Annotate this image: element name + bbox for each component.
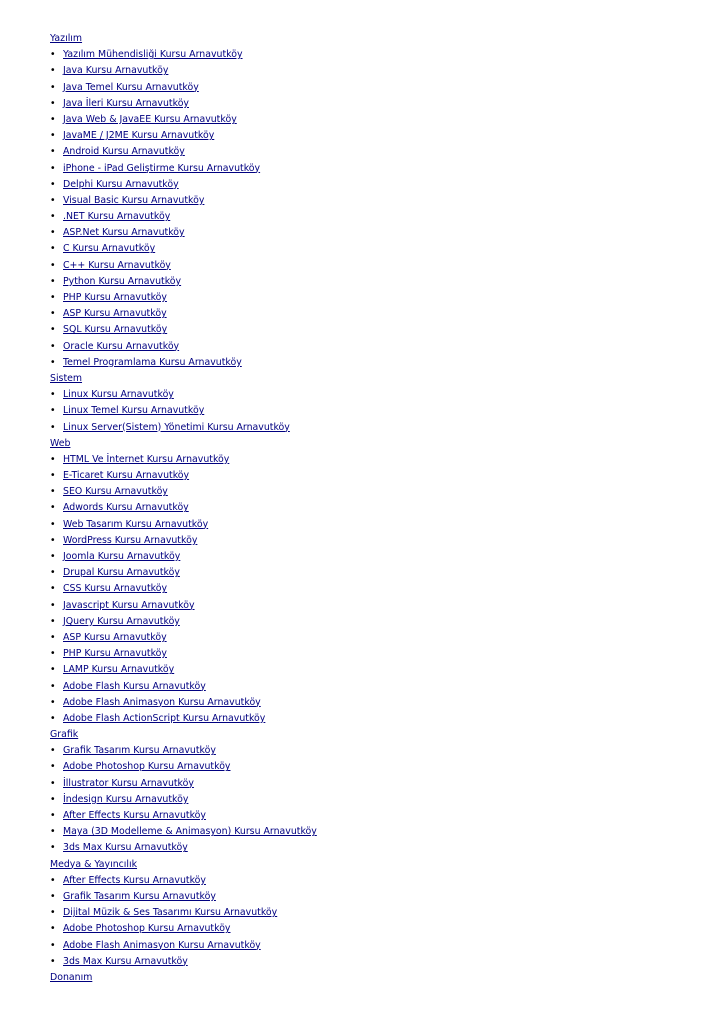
course-link[interactable]: Java Kursu Arnavutköy [63, 65, 169, 77]
list-item [50, 840, 710, 856]
bullet-icon: • [50, 292, 56, 303]
course-link[interactable]: Adobe Flash Animasyon Kursu Arnavutköy [63, 696, 261, 708]
course-link[interactable]: SEO Kursu Arnavutköy [63, 486, 168, 498]
bullet-icon: • [50, 275, 56, 287]
course-link[interactable]: JQuery Kursu Arnavutköy [63, 615, 180, 627]
list-item [50, 161, 710, 177]
bullet-icon: • [50, 81, 56, 93]
list-item [50, 112, 710, 128]
list-item [50, 452, 710, 468]
section-title[interactable]: Yazılım [50, 33, 83, 44]
course-link[interactable]: ASP Kursu Arnavutköy [63, 631, 167, 643]
list-item [50, 306, 710, 322]
course-link[interactable]: Adobe Flash ActionScript Kursu Arnavutköy [63, 712, 266, 724]
bullet-icon: • [50, 923, 56, 935]
section-title[interactable]: Grafik [50, 729, 79, 741]
list-item [50, 80, 710, 96]
list-item [50, 47, 710, 63]
bullet-icon: • [50, 324, 56, 336]
course-link[interactable]: After Effects Kursu Arnavutköy [63, 874, 206, 886]
course-link[interactable]: HTML Ve İnternet Kursu Arnavutköy [63, 453, 230, 465]
course-link[interactable]: JavaME / J2ME Kursu Arnavutköy [63, 130, 215, 142]
course-link[interactable]: Joomla Kursu Arnavutköy [63, 551, 181, 562]
course-link[interactable]: Python Kursu Arnavutköy [63, 275, 182, 287]
course-link[interactable]: After Effects Kursu Arnavutköy [63, 810, 206, 821]
bullet-icon: • [50, 712, 56, 724]
course-link[interactable]: Java İleri Kursu Arnavutköy [63, 97, 189, 109]
course-link[interactable]: ASP Kursu Arnavutköy [63, 308, 167, 320]
course-link[interactable]: İndesign Kursu Arnavutköy [63, 793, 189, 805]
bullet-icon: • [50, 49, 56, 61]
list-item [50, 500, 710, 516]
course-link[interactable]: Adobe Flash Kursu Arnavutköy [63, 680, 206, 692]
list-item [50, 355, 710, 371]
list-item [50, 241, 710, 257]
section-title[interactable]: Sistem [50, 372, 83, 384]
section-title[interactable]: Medya & Yayıncılık [50, 858, 138, 870]
course-link[interactable]: C Kursu Arnavutköy [63, 243, 156, 255]
list-item [50, 938, 710, 954]
list-item [50, 144, 710, 160]
course-link[interactable]: 3ds Max Kursu Arnavutköy [63, 955, 188, 967]
bullet-icon: • [50, 567, 56, 579]
course-link[interactable]: Java Temel Kursu Arnavutköy [63, 81, 199, 93]
course-link[interactable]: ASP.Net Kursu Arnavutköy [63, 227, 185, 239]
course-link[interactable]: Drupal Kursu Arnavutköy [63, 567, 180, 579]
list-item [50, 614, 710, 630]
list-item [50, 193, 710, 209]
bullet-icon: • [50, 470, 56, 482]
bullet-icon: • [50, 65, 56, 77]
course-link[interactable]: .NET Kursu Arnavutköy [63, 211, 171, 223]
bullet-icon: • [50, 939, 56, 951]
list-item [50, 177, 710, 193]
course-link[interactable]: İllustrator Kursu Arnavutköy [63, 777, 194, 789]
list-item [50, 889, 710, 905]
bullet-icon: • [50, 842, 56, 854]
course-link[interactable]: E-Ticaret Kursu Arnavutköy [63, 470, 190, 482]
list-item [50, 274, 710, 290]
bullet-icon: • [50, 356, 56, 368]
bullet-icon: • [50, 696, 56, 708]
course-link[interactable]: PHP Kursu Arnavutköy [63, 292, 167, 303]
list-item [50, 484, 710, 500]
bullet-icon: • [50, 664, 56, 676]
list-item [50, 808, 710, 824]
course-link[interactable]: Maya (3D Modelleme & Animasyon) Kursu Arnavutköy [63, 826, 317, 838]
course-link[interactable]: Adwords Kursu Arnavutköy [63, 502, 189, 514]
list-item [50, 646, 710, 662]
bullet-icon: • [50, 421, 56, 433]
bullet-icon: • [50, 583, 56, 595]
bullet-icon: • [50, 745, 56, 757]
list-item [50, 468, 710, 484]
bullet-icon: • [50, 551, 56, 562]
course-link[interactable]: Linux Temel Kursu Arnavutköy [63, 405, 205, 417]
list-item [50, 420, 710, 436]
section-title[interactable]: Donanım [50, 971, 93, 983]
list-item [50, 581, 710, 597]
bullet-icon: • [50, 518, 56, 530]
course-link[interactable]: Java Web & JavaEE Kursu Arnavutköy [63, 113, 237, 125]
bullet-icon: • [50, 389, 56, 401]
course-link[interactable]: Oracle Kursu Arnavutköy [63, 340, 180, 352]
course-link[interactable]: 3ds Max Kursu Arnavutköy [63, 842, 188, 854]
bullet-icon: • [50, 259, 56, 271]
list-item [50, 695, 710, 711]
course-link[interactable]: Android Kursu Arnavutköy [63, 146, 185, 158]
list-item [50, 322, 710, 338]
list-item [50, 759, 710, 775]
list-item [50, 339, 710, 355]
bullet-icon: • [50, 194, 56, 206]
course-link[interactable]: Visual Basic Kursu Arnavutköy [63, 194, 205, 206]
bullet-icon: • [50, 308, 56, 320]
course-link[interactable]: Javascript Kursu Arnavutköy [63, 599, 195, 611]
course-link[interactable]: WordPress Kursu Arnavutköy [63, 534, 198, 546]
bullet-icon: • [50, 162, 56, 174]
course-link[interactable]: Adobe Photoshop Kursu Arnavutköy [63, 923, 231, 935]
course-link[interactable]: Adobe Flash Animasyon Kursu Arnavutköy [63, 939, 261, 951]
bullet-icon: • [50, 211, 56, 223]
course-link[interactable]: LAMP Kursu Arnavutköy [63, 664, 175, 676]
course-link[interactable]: PHP Kursu Arnavutköy [63, 648, 167, 660]
bullet-icon: • [50, 793, 56, 805]
course-link[interactable]: Grafik Tasarım Kursu Arnavutköy [63, 745, 216, 757]
bullet-icon: • [50, 631, 56, 643]
list-item [50, 258, 710, 274]
course-link[interactable]: Web Tasarım Kursu Arnavutköy [63, 518, 209, 530]
bullet-icon: • [50, 340, 56, 352]
course-link[interactable]: Linux Server(Sistem) Yönetimi Kursu Arnavutköy [63, 421, 290, 433]
list-item [50, 905, 710, 921]
course-link[interactable]: Delphi Kursu Arnavutköy [63, 178, 179, 190]
list-item [50, 743, 710, 759]
bullet-icon: • [50, 243, 56, 255]
bullet-icon: • [50, 113, 56, 125]
bullet-icon: • [50, 227, 56, 239]
list-item [50, 403, 710, 419]
bullet-icon: • [50, 777, 56, 789]
course-link[interactable]: SQL Kursu Arnavutköy [63, 324, 168, 336]
bullet-icon: • [50, 599, 56, 611]
bullet-icon: • [50, 534, 56, 546]
bullet-icon: • [50, 178, 56, 190]
list-item [50, 225, 710, 241]
list-item [50, 128, 710, 144]
course-link[interactable]: Yazılım Mühendisliği Kursu Arnavutköy [63, 49, 243, 61]
list-item [50, 290, 710, 306]
bullet-icon: • [50, 405, 56, 417]
list-item [50, 533, 710, 549]
course-list [50, 31, 710, 986]
course-link[interactable]: Linux Kursu Arnavutköy [63, 389, 174, 401]
bullet-icon: • [50, 810, 56, 821]
course-link[interactable]: iPhone - iPad Geliştirme Kursu Arnavutköy [63, 162, 261, 174]
list-item [50, 630, 710, 646]
bullet-icon: • [50, 826, 56, 838]
list-item [50, 776, 710, 792]
list-item [50, 209, 710, 225]
bullet-icon: • [50, 502, 56, 514]
list-item [50, 387, 710, 403]
bullet-icon: • [50, 680, 56, 692]
bullet-icon: • [50, 907, 56, 919]
bullet-icon: • [50, 874, 56, 886]
course-link[interactable]: Temel Programlama Kursu Arnavutköy [63, 356, 242, 368]
list-item [50, 63, 710, 79]
list-item [50, 873, 710, 889]
course-link[interactable]: Grafik Tasarım Kursu Arnavutköy [63, 890, 216, 902]
list-item [50, 954, 710, 970]
list-item [50, 711, 710, 727]
bullet-icon: • [50, 146, 56, 158]
bullet-icon: • [50, 130, 56, 142]
bullet-icon: • [50, 615, 56, 627]
bullet-icon: • [50, 890, 56, 902]
bullet-icon: • [50, 453, 56, 465]
list-item [50, 824, 710, 840]
course-link[interactable]: CSS Kursu Arnavutköy [63, 583, 168, 595]
list-item [50, 662, 710, 678]
course-link[interactable]: Adobe Photoshop Kursu Arnavutköy [63, 761, 231, 773]
bullet-icon: • [50, 761, 56, 773]
course-link[interactable]: Dijital Müzik & Ses Tasarımı Kursu Arnavutköy [63, 907, 278, 919]
bullet-icon: • [50, 648, 56, 660]
bullet-icon: • [50, 97, 56, 109]
list-item [50, 792, 710, 808]
list-item [50, 517, 710, 533]
course-link[interactable]: C++ Kursu Arnavutköy [63, 259, 171, 271]
bullet-icon: • [50, 955, 56, 967]
section-title[interactable]: Web [50, 437, 71, 449]
list-item [50, 549, 710, 565]
list-item [50, 679, 710, 695]
list-item [50, 96, 710, 112]
list-item [50, 598, 710, 614]
list-item [50, 565, 710, 581]
bullet-icon: • [50, 486, 56, 498]
list-item [50, 921, 710, 937]
